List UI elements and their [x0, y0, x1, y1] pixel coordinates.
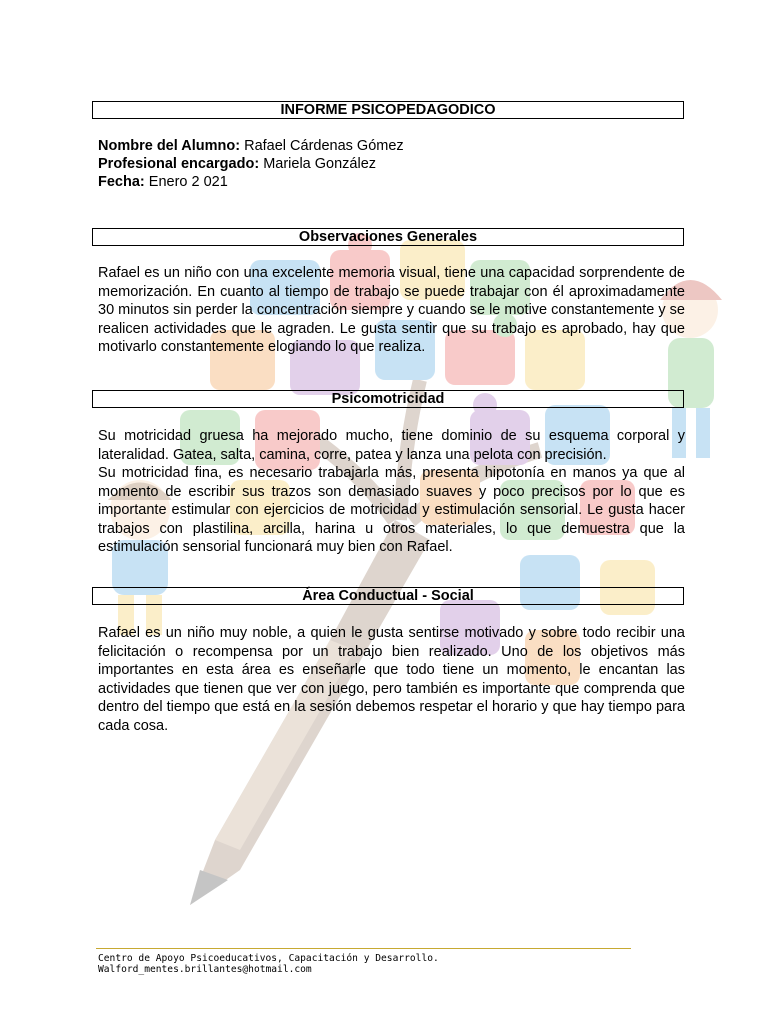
section-heading-psicomotricidad: Psicomotricidad: [92, 390, 684, 408]
date-line: [98, 173, 228, 192]
date-value: Enero 2 021: [148, 174, 228, 190]
footer-email: Walford_mentes.brillantes@hotmail.com: [98, 964, 312, 975]
footer-organization: Centro de Apoyo Psicoeducativos, Capacitación y Desarrollo.: [98, 953, 439, 964]
footer-divider: [96, 948, 631, 949]
student-name-line: [98, 137, 404, 156]
paragraph: Su motricidad gruesa ha mejorado mucho, tiene dominio de su esquema corporal y lateralidad. Gatea, salta, camina, corre, patea y lanza una pelota con precisión.: [98, 428, 685, 463]
professional-value: Mariela González: [263, 156, 377, 172]
student-name-label: Nombre del Alumno:: [98, 138, 241, 154]
section-heading-observaciones: Observaciones Generales: [92, 228, 684, 246]
report-title: INFORME PSICOPEDAGODICO: [92, 101, 684, 119]
section-body-observaciones: [98, 264, 685, 357]
paragraph: Su motricidad fina, es necesario trabajarla más, presenta hipotonía en manos ya que al momento de escribir sus trazos son demasiado suaves y poco precisos por lo que es importante estimular con ejercicios de motricidad y estimulación sensorial. Le gusta hacer trabajos con plastilina, arcilla, harina u otros materiales, lo que demuestra que la estimulación sensorial funcionará muy bien con Rafael.: [98, 465, 685, 555]
section-body-conductual-social: [98, 624, 685, 735]
professional-label: Profesional encargado:: [98, 156, 260, 172]
professional-line: [98, 155, 376, 174]
paragraph: Rafael es un niño muy noble, a quien le gusta sentirse motivado y sobre todo recibir una felicitación o recompensa por un trabajo bien realizado. Uno de los objetivos más importantes en esta área es enseñarle que todo tiene un momento, le encantan las actividades que tienen que ver con juego, pero también es importante que comprenda que dentro del tiempo que está en la sesión debemos respetar el horario y que hay tiempo para cada cosa.: [98, 625, 685, 734]
section-body-psicomotricidad: [98, 427, 685, 557]
paragraph: Rafael es un niño con una excelente memoria visual, tiene una capacidad sorprendente de memorización. En cuanto al tiempo de trabajo se puede trabajar con él aproximadamente 30 minutos sin perder la concentración siempre y cuando se le motive constantemente y se realicen actividades que le agraden. Le gusta sentir que su trabajo es aprobado, hay que motivarlo constantemente elogiando lo que realiza.: [98, 265, 685, 355]
student-name-value: Rafael Cárdenas Gómez: [244, 138, 404, 154]
date-label: Fecha:: [98, 174, 145, 190]
section-heading-conductual-social: Área Conductual - Social: [92, 587, 684, 605]
